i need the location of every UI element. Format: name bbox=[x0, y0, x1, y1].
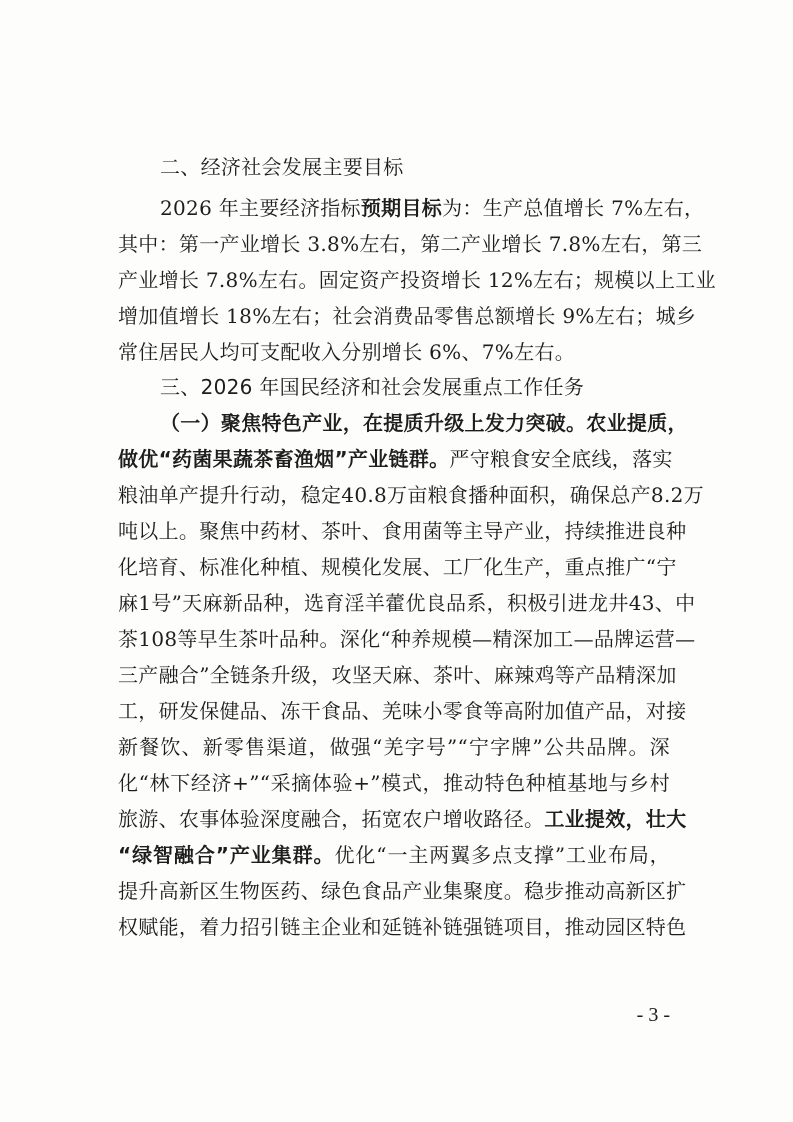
text-span: 2026 年主要经济指标 bbox=[160, 196, 361, 220]
paragraph-line bbox=[118, 802, 687, 836]
paragraph-line: 三产融合”全链条升级，攻坚天麻、茶叶、麻辣鸡等产品精深加 bbox=[118, 663, 677, 687]
text-span: 严守粮食安全底线，落实 bbox=[449, 447, 673, 471]
bold-term: “绿智融合”产业集群。 bbox=[118, 843, 335, 867]
paragraph-line: 化“林下经济+”“采摘体验+”模式，推动特色种植基地与乡村 bbox=[118, 771, 670, 795]
section-heading-goals: 二、经济社会发展主要目标 bbox=[160, 155, 404, 179]
paragraph-line: 增加值增长 18%左右；社会消费品零售总额增长 9%左右；城乡 bbox=[118, 304, 697, 328]
section-heading-tasks: 三、2026 年国民经济和社会发展重点工作任务 bbox=[160, 375, 585, 399]
page-number: - 3 - bbox=[636, 1004, 670, 1026]
bold-term: 做优“药菌果蔬茶畜渔烟”产业链群。 bbox=[118, 447, 450, 471]
paragraph-line: 工，研发保健品、冻干食品、羌味小零食等高附加值产品，对接 bbox=[118, 699, 687, 723]
paragraph-line: 茶108等早生茶叶品种。深化“种养规模—精深加工—品牌运营— bbox=[118, 627, 696, 651]
paragraph-line: 常住居民人均可支配收入分别增长 6%、7%左右。 bbox=[118, 340, 576, 364]
paragraph-line bbox=[160, 191, 705, 225]
paragraph-line: 产业增长 7.8%左右。固定资产投资增长 12%左右；规模以上工业 bbox=[118, 268, 716, 292]
bold-term: 工业提效，壮大 bbox=[544, 807, 687, 831]
paragraph-line: 权赋能，着力招引链主企业和延链补链强链项目，推动园区特色 bbox=[118, 915, 687, 939]
paragraph-line bbox=[118, 442, 673, 476]
paragraph-line: 粮油单产提升行动，稳定40.8万亩粮食播种面积，确保总产8.2万 bbox=[118, 483, 704, 507]
text-span: 为：生产总值增长 7%左右， bbox=[442, 196, 705, 220]
paragraph-line: 新餐饮、新零售渠道，做强“羌字号”“宁字牌”公共品牌。深 bbox=[118, 735, 670, 759]
paragraph-line: 其中：第一产业增长 3.8%左右，第二产业增长 7.8%左右，第三 bbox=[118, 232, 703, 256]
paragraph-line: 提升高新区生物医药、绿色食品产业集聚度。稳步推动高新区扩 bbox=[118, 879, 687, 903]
text-span: 旅游、农事体验深度融合，拓宽农户增收路径。 bbox=[118, 807, 545, 831]
bold-term: 预期目标 bbox=[360, 196, 443, 220]
paragraph-line: 吨以上。聚焦中药材、茶叶、食用菌等主导产业，持续推进良种 bbox=[118, 519, 687, 543]
paragraph-line: 麻1号”天麻新品种，选育淫羊藿优良品系，积极引进龙井43、中 bbox=[118, 591, 696, 615]
paragraph-line bbox=[118, 838, 670, 872]
text-span: 优化“一主两翼多点支撑”工业布局， bbox=[334, 843, 670, 867]
paragraph-line: 化培育、标准化种植、规模化发展、工厂化生产，重点推广“宁 bbox=[118, 555, 677, 579]
subsection-heading: （一）聚焦特色产业，在提质升级上发力突破。农业提质， bbox=[160, 411, 688, 435]
